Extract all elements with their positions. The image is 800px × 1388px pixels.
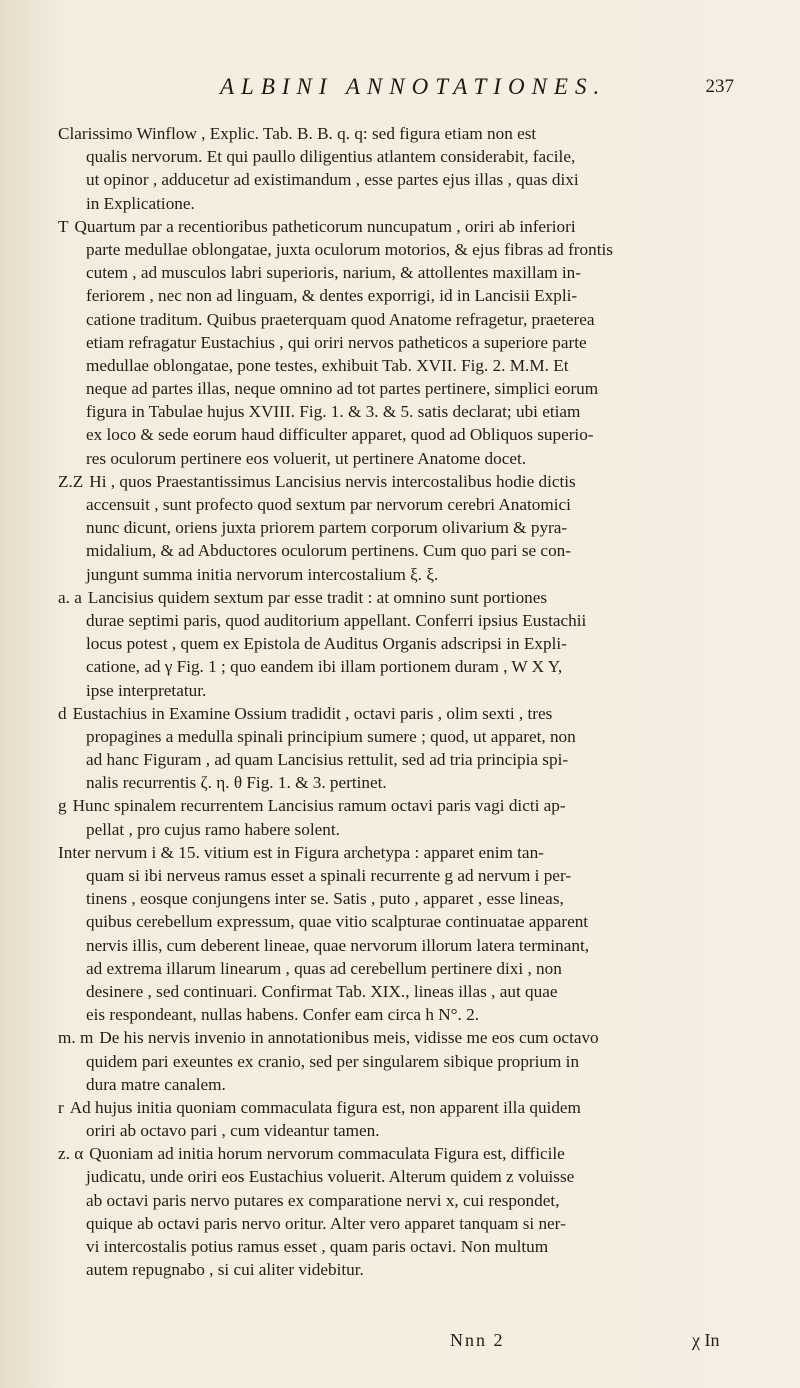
text-line: [58, 1212, 758, 1235]
text-line: [58, 400, 758, 423]
text-line: [58, 655, 758, 678]
line-text: locus potest , quem ex Epistola de Auditus Organis adscripsi in Expli-: [86, 634, 567, 654]
line-text: parte medullae oblongatae, juxta oculorum motorios, & ejus fibras ad frontis: [86, 239, 613, 259]
text-line: [58, 609, 758, 632]
text-line: [58, 980, 758, 1003]
line-text: Clarissimo Winflow , Explic. Tab. B. B. q. q: sed figura etiam non est: [58, 124, 537, 143]
line-text: ab octavi paris nervo putares ex comparatione nervi x, cui respondet,: [86, 1190, 560, 1210]
text-line: [58, 725, 758, 748]
line-text: feriorem , nec non ad linguam, & dentes exporrigi, id in Lancisii Expli-: [86, 286, 578, 306]
line-text: propagines a medulla spinali principium sumere ; quod, ut apparet, non: [86, 726, 576, 746]
text-line: [58, 887, 758, 910]
line-text: Eustachius in Examine Ossium tradidit , octavi paris , olim sexti , tres: [72, 703, 553, 723]
text-line: [58, 841, 758, 864]
text-line: [58, 284, 758, 307]
line-text: nalis recurrentis ζ. η. θ Fig. 1. & 3. pertinet.: [86, 773, 387, 793]
line-text: jungunt summa initia nervorum intercostalium ξ. ξ.: [86, 564, 439, 584]
text-line: [58, 1235, 758, 1258]
text-line: [58, 261, 758, 284]
reference-marker: d: [58, 703, 67, 723]
body-text: [58, 122, 758, 1281]
text-line: [58, 679, 758, 702]
line-text: nunc dicunt, oriens juxta priorem partem corporum olivarium & pyra-: [86, 518, 568, 538]
line-text: ut opinor , adducetur ad existimandum , esse partes ejus illas , quas dixi: [86, 170, 579, 190]
text-line: [58, 1142, 758, 1165]
line-text: Quartum par a recentioribus patheticorum nuncupatum , oriri ab inferiori: [74, 216, 576, 236]
reference-marker: Z.Z: [58, 471, 84, 491]
line-text: medullae oblongatae, pone testes, exhibuit Tab. XVII. Fig. 2. M.M. Et: [86, 355, 569, 375]
text-line: [58, 864, 758, 887]
line-text: quibus cerebellum expressum, quae vitio scalpturae continuatae apparent: [86, 912, 589, 932]
page-number: 237: [705, 76, 734, 97]
text-line: [58, 447, 758, 470]
text-line: [58, 145, 758, 168]
line-text: ipse interpretatur.: [86, 680, 207, 700]
line-text: Hunc spinalem recurrentem Lancisius ramum octavi paris vagi dicti ap-: [72, 796, 566, 816]
text-line: [58, 748, 758, 771]
line-text: ad hanc Figuram , ad quam Lancisius rettulit, sed ad tria principia spi-: [86, 750, 569, 770]
line-text: eis respondeant, nullas habens. Confer eam circa h N°. 2.: [86, 1005, 479, 1025]
reference-marker: a. a: [58, 587, 82, 607]
reference-marker: m. m: [58, 1028, 94, 1048]
text-line: [58, 516, 758, 539]
line-text: dura matre canalem.: [86, 1074, 226, 1094]
line-text: ad extrema illarum linearum , quas ad cerebellum pertinere dixi , non: [86, 958, 562, 978]
text-line: [58, 423, 758, 446]
line-text: pellat , pro cujus ramo habere solent.: [86, 819, 340, 839]
text-line: [58, 1073, 758, 1096]
line-text: oriri ab octavo pari , cum videantur tamen.: [86, 1121, 380, 1141]
text-line: [58, 957, 758, 980]
text-line: [58, 470, 758, 493]
line-text: Ad hujus initia quoniam commaculata figura est, non apparent illa quidem: [69, 1097, 581, 1117]
reference-marker: r: [58, 1097, 64, 1117]
page-header: [0, 74, 800, 114]
line-text: tinens , eosque conjungens inter se. Satis , puto , apparet , esse lineas,: [86, 889, 564, 909]
line-text: in Explicatione.: [86, 193, 195, 213]
line-text: accensuit , sunt profecto quod sextum par nervorum cerebri Anatomici: [86, 495, 571, 514]
text-line: [58, 1050, 758, 1073]
line-text: ex loco & sede eorum haud difficulter apparet, quod ad Obliquos superio-: [86, 425, 594, 445]
line-text: nervis illis, cum deberent lineae, quae nervorum illorum latera terminant,: [86, 935, 590, 955]
text-line: [58, 563, 758, 586]
text-line: [58, 238, 758, 261]
reference-marker: g: [58, 796, 67, 816]
text-line: [58, 354, 758, 377]
line-text: quique ab octavi paris nervo oritur. Alter vero apparet tanquam si ner-: [86, 1213, 566, 1233]
text-line: [58, 586, 758, 609]
text-line: [58, 1119, 758, 1142]
line-text: vi intercostalis potius ramus esset , quam paris octavi. Non multum: [86, 1237, 549, 1256]
line-text: Inter nervum i & 15. vitium est in Figura archetypa : apparet enim tan-: [58, 842, 544, 862]
text-line: [58, 910, 758, 933]
text-line: [58, 539, 758, 562]
line-text: Quoniam ad initia horum nervorum commaculata Figura est, difficile: [89, 1144, 565, 1164]
line-text: midalium, & ad Abductores oculorum pertinens. Cum quo pari se con-: [86, 541, 571, 561]
text-line: [58, 493, 758, 516]
text-line: [58, 1165, 758, 1188]
line-text: cutem , ad musculos labri superioris, narium, & attollentes maxillam in-: [86, 263, 581, 283]
line-text: autem repugnabo , si cui aliter videbitur.: [86, 1260, 364, 1280]
text-line: [58, 1189, 758, 1212]
text-line: [58, 308, 758, 331]
line-text: Lancisius quidem sextum par esse tradit : at omnino sunt portiones: [87, 587, 548, 607]
text-line: [58, 702, 758, 725]
line-text: catione, ad γ Fig. 1 ; quo eandem ibi illam portionem duram , W X Y,: [86, 657, 563, 677]
line-text: quam si ibi nerveus ramus esset a spinali recurrente g ad nervum i per-: [86, 866, 572, 885]
text-line: [58, 1096, 758, 1119]
text-line: [58, 1258, 758, 1281]
line-text: qualis nervorum. Et qui paullo diligentius atlantem considerabit, facile,: [86, 147, 576, 167]
line-text: De his nervis invenio in annotationibus meis, vidisse me eos cum octavo: [99, 1028, 599, 1048]
text-line: [58, 377, 758, 400]
text-line: [58, 934, 758, 957]
catchword: χ In: [692, 1330, 720, 1350]
page-footer: [0, 1330, 800, 1360]
line-text: neque ad partes illas, neque omnino ad tot partes pertinere, simplici eorum: [86, 379, 599, 399]
line-text: judicatu, unde oriri eos Eustachius voluerit. Alterum quidem z voluisse: [86, 1167, 575, 1187]
running-title: ALBINI ANNOTATIONES.: [220, 74, 607, 99]
reference-marker: z. α: [58, 1144, 84, 1164]
signature-mark: Nnn 2: [450, 1330, 505, 1350]
line-text: res oculorum pertinere eos voluerit, ut pertinere Anatome docet.: [86, 448, 527, 468]
line-text: catione traditum. Quibus praeterquam quod Anatome refragetur, praeterea: [86, 309, 595, 329]
text-line: [58, 1026, 758, 1049]
reference-marker: T: [58, 216, 69, 236]
line-text: etiam refragatur Eustachius , qui oriri nervos patheticos a superiore parte: [86, 332, 587, 352]
line-text: desinere , sed continuari. Confirmat Tab. XIX., lineas illas , aut quae: [86, 981, 558, 1001]
line-text: Hi , quos Praestantissimus Lancisius nervis intercostalibus hodie dictis: [89, 471, 576, 491]
text-line: [58, 168, 758, 191]
text-line: [58, 1003, 758, 1026]
text-line: [58, 771, 758, 794]
text-line: [58, 192, 758, 215]
line-text: durae septimi paris, quod auditorium appellant. Conferri ipsius Eustachii: [86, 610, 587, 630]
line-text: quidem pari exeuntes ex cranio, sed per singularem sibique proprium in: [86, 1051, 580, 1071]
line-text: figura in Tabulae hujus XVIII. Fig. 1. & 3. & 5. satis declarat; ubi etiam: [86, 402, 581, 422]
text-line: [58, 215, 758, 238]
text-line: [58, 632, 758, 655]
text-line: [58, 818, 758, 841]
text-line: [58, 331, 758, 354]
text-line: [58, 794, 758, 817]
text-line: [58, 122, 758, 145]
